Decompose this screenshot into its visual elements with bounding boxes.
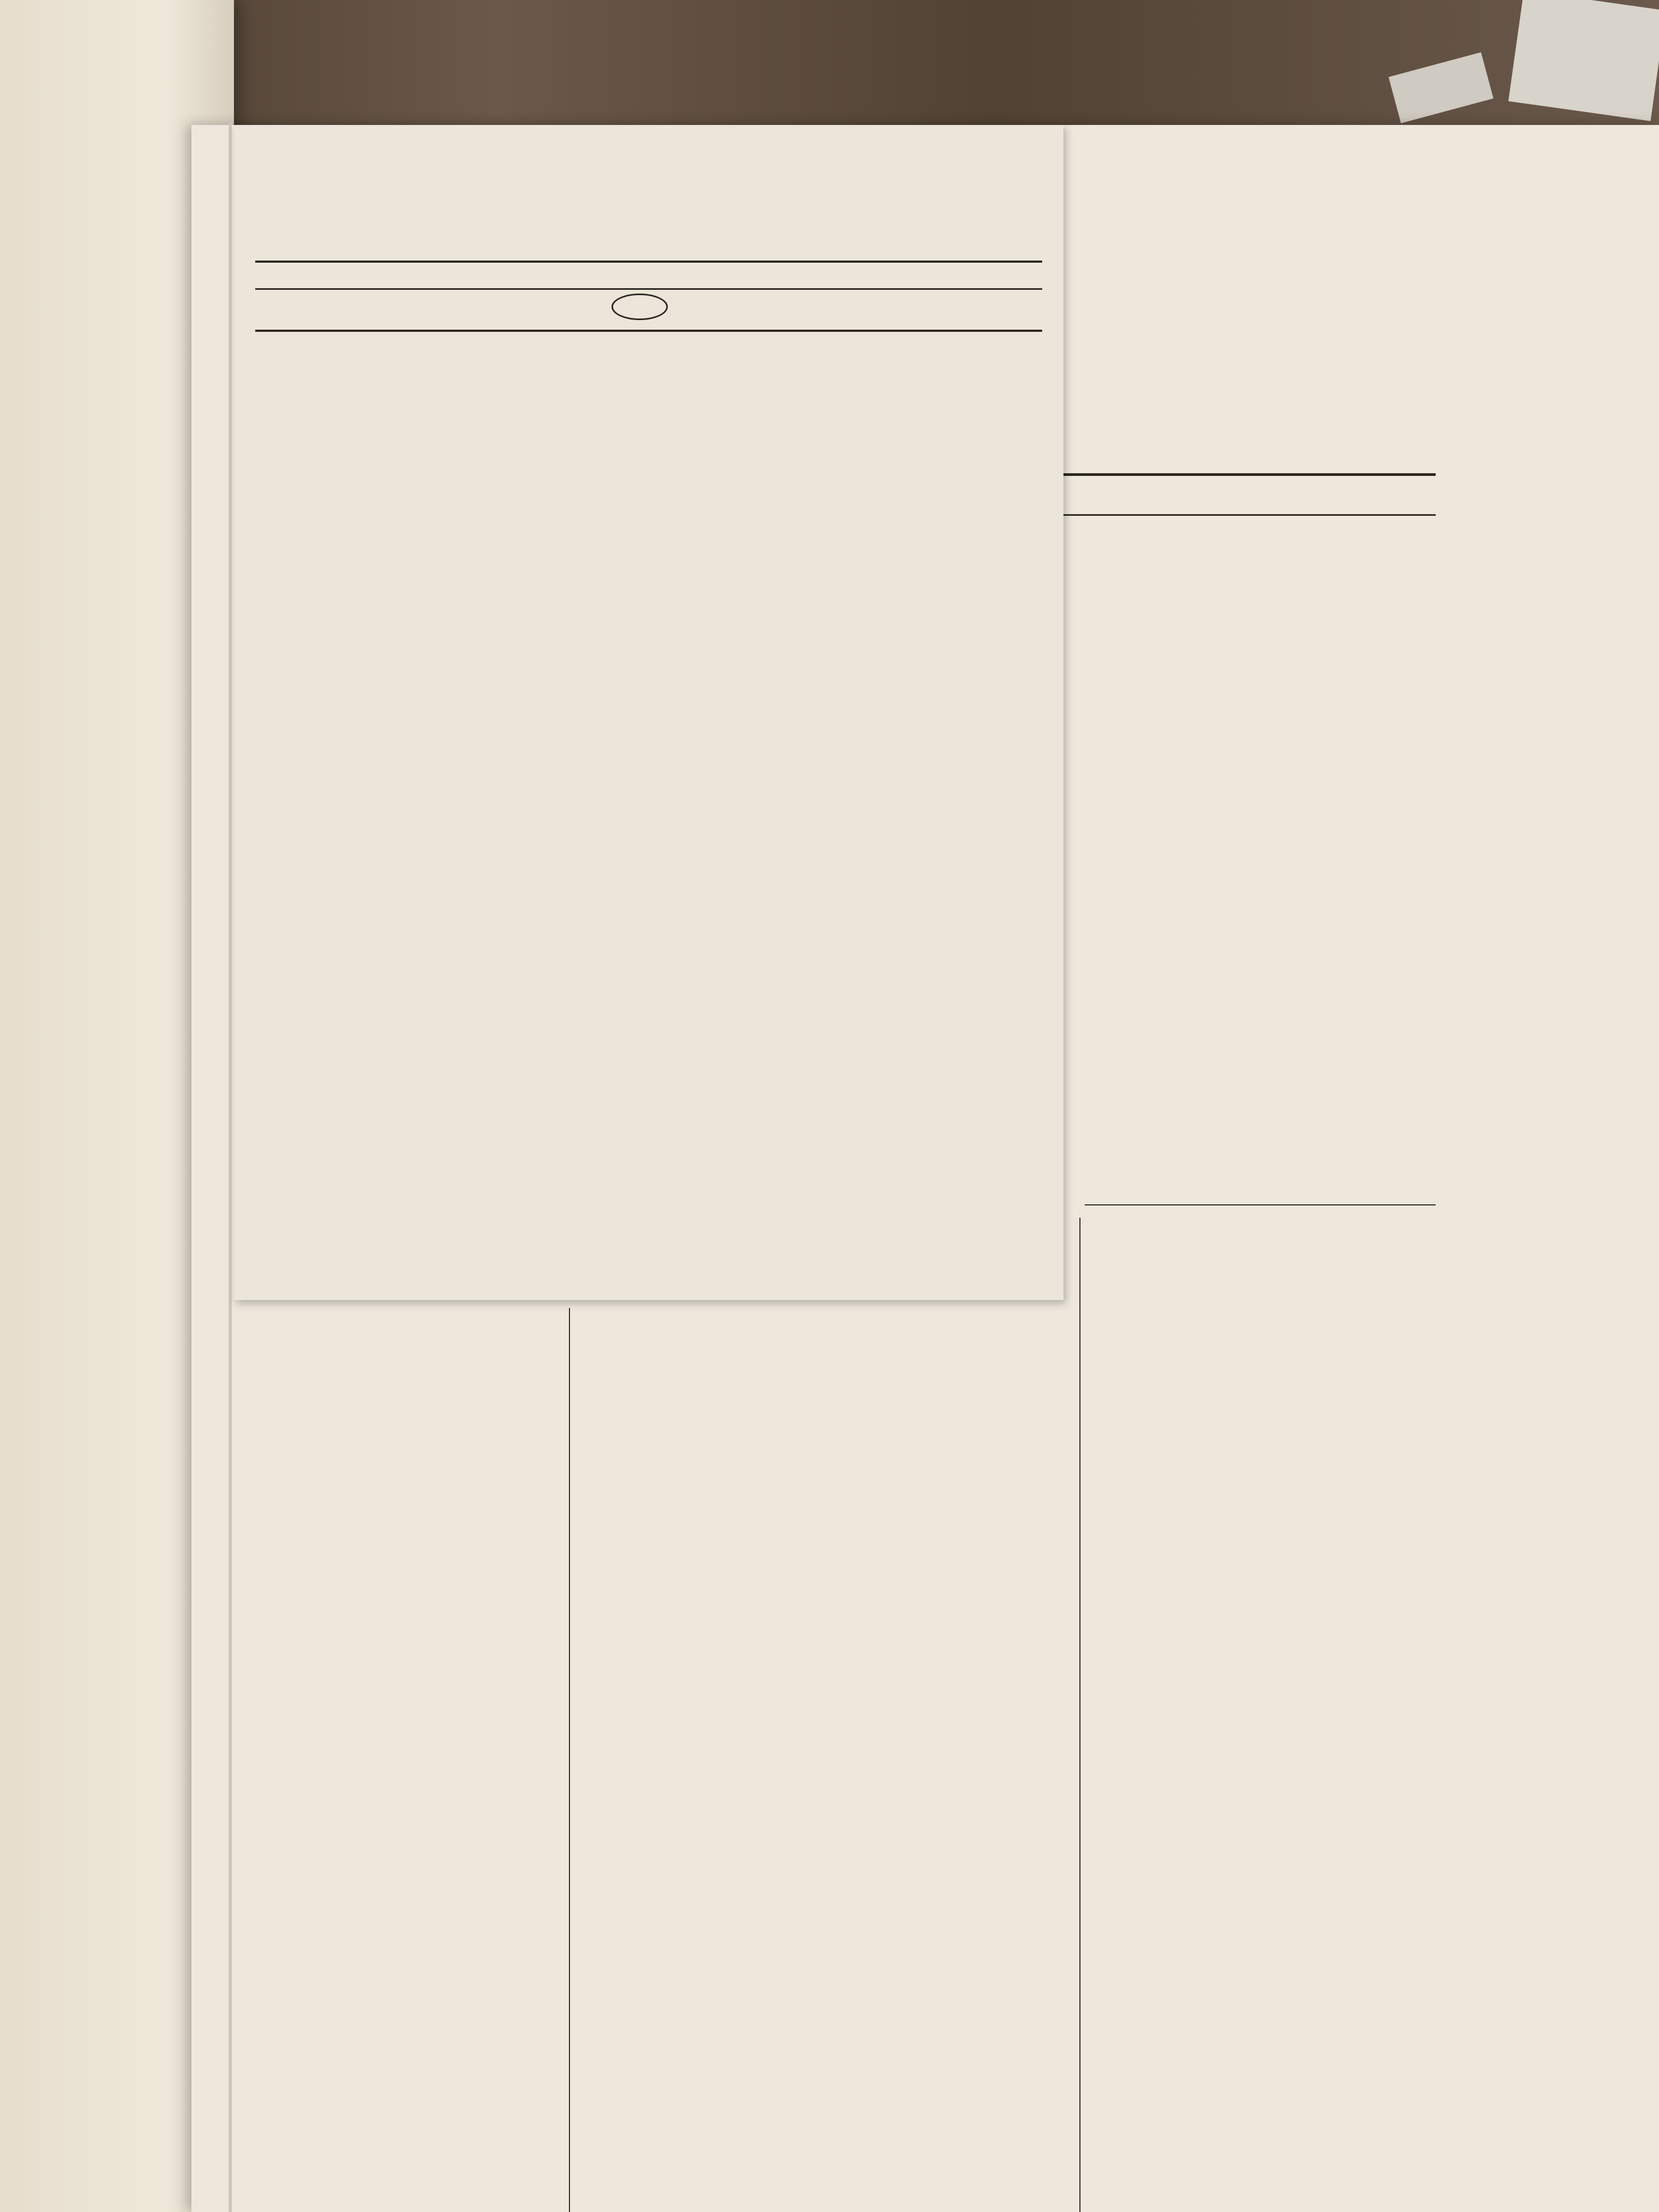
insert-publisher-row <box>255 288 1042 332</box>
right-column-text-1 <box>1069 736 1430 739</box>
book-gutter <box>229 122 232 2212</box>
runderlass-heading <box>399 476 409 496</box>
devisenerlasse-insert-sheet <box>234 125 1063 1300</box>
section-rule <box>1085 1204 1436 1205</box>
column-rule <box>1079 1218 1080 2212</box>
handel-date <box>1058 473 1436 516</box>
publisher-logo-icon <box>611 294 668 320</box>
paper-scrap <box>1509 0 1659 121</box>
right-column-text-2 <box>1069 1218 1430 1223</box>
insert-issue-row <box>255 261 1042 290</box>
left-column-text <box>48 1789 537 1791</box>
insert-column-1 <box>263 598 643 604</box>
column-rule <box>569 1308 570 2212</box>
middle-column-text <box>585 1318 1063 1325</box>
insert-column-2 <box>654 598 1037 602</box>
